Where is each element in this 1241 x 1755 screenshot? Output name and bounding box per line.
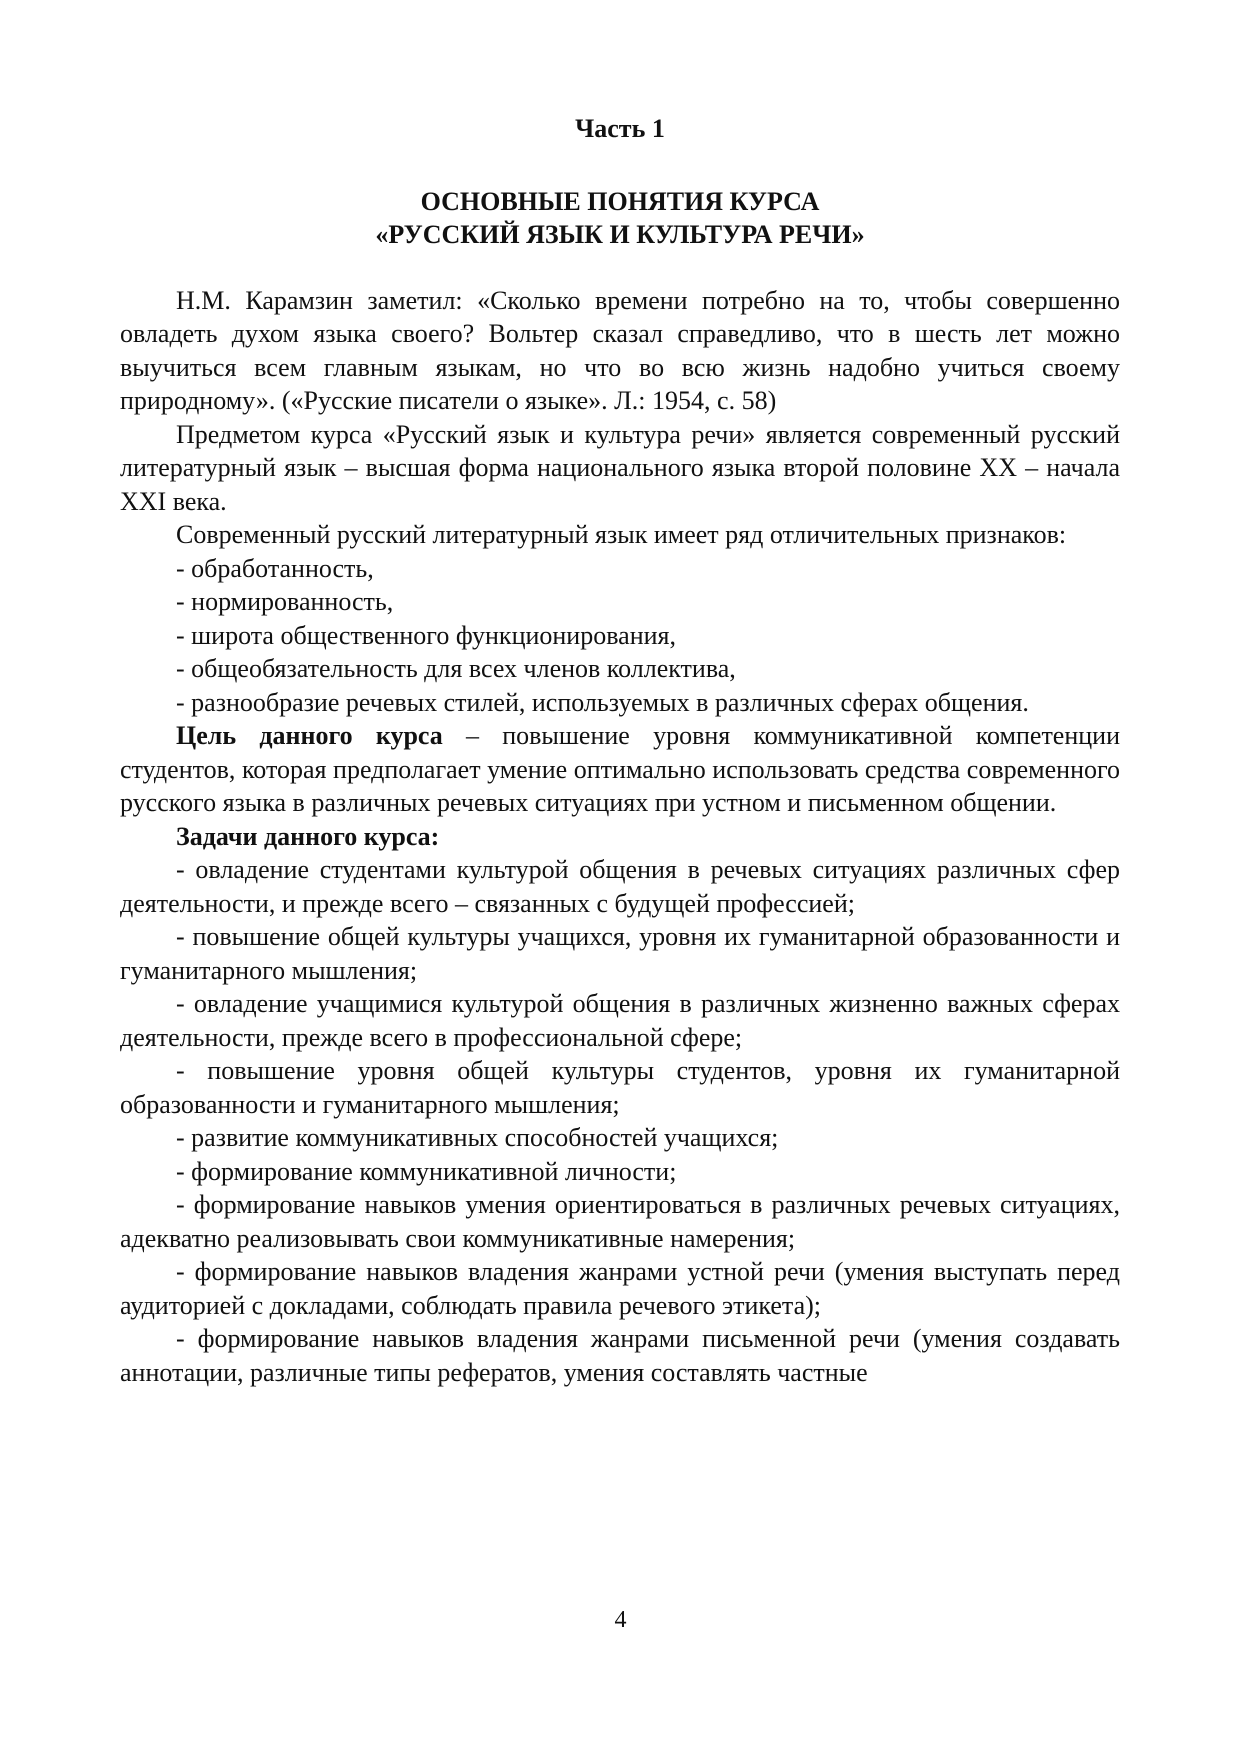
tasks-list-item: - формирование навыков умения ориентироваться в различных речевых ситуациях, адекватно реализовывать свои коммуникативные намерения; xyxy=(120,1190,1120,1253)
tasks-list xyxy=(120,853,1120,1389)
part-title: Часть 1 xyxy=(575,114,665,143)
features-list xyxy=(120,552,1120,720)
page-body xyxy=(120,112,1120,1389)
tasks-list-item: - овладение учащимися культурой общения в различных жизненно важных сферах деятельности, прежде всего в профессиональной сфере; xyxy=(120,989,1120,1052)
features-list-item: - обработанность, xyxy=(176,553,374,583)
tasks-list-item: - повышение общей культуры учащихся, уровня их гуманитарной образованности и гуманитарного мышления; xyxy=(120,922,1120,985)
main-title-line-1: ОСНОВНЫЕ ПОНЯТИЯ КУРСА xyxy=(420,186,820,216)
tasks-heading: Задачи данного курса: xyxy=(176,821,440,851)
goal-text: – повышение уровня коммуникативной компетенции студентов, которая предполагает умение оптимально использовать средства современного русского языка в различных речевых ситуациях при устном и письменном общении. xyxy=(120,721,1120,817)
goal-paragraph xyxy=(120,719,1120,820)
features-intro-paragraph: Современный русский литературный язык имеет ряд отличительных признаков: xyxy=(176,520,1067,549)
intro-quote-paragraph: Н.М. Карамзин заметил: «Сколько времени потребно на то, чтобы совершенно овладеть духом языка своего? Вольтер сказал справедливо, что в шесть лет можно выучиться всем главным языкам, но что во всю жизнь надобно учиться своему природному». («Русские писатели о языке». Л.: 1954, с. 58) xyxy=(120,285,1120,415)
features-list-item: - нормированность, xyxy=(176,587,394,616)
tasks-list-item: - формирование коммуникативной личности; xyxy=(176,1156,677,1186)
tasks-list-item: - развитие коммуникативных способностей учащихся; xyxy=(176,1123,779,1152)
main-title-line-2: «РУССКИЙ ЯЗЫК И КУЛЬТУРА РЕЧИ» xyxy=(375,219,865,249)
features-list-item: - широта общественного функционирования, xyxy=(176,620,676,650)
main-title xyxy=(120,185,1120,251)
subject-paragraph: Предметом курса «Русский язык и культура речи» является современный русский литературный язык – высшая форма национального языка второй половине XX – начала XXI века. xyxy=(120,419,1120,516)
tasks-list-item: - формирование навыков владения жанрами письменной речи (умения создавать аннотации, различные типы рефератов, умения составлять частные xyxy=(120,1324,1120,1387)
tasks-list-item: - повышение уровня общей культуры студентов, уровня их гуманитарной образованности и гуманитарного мышления; xyxy=(120,1056,1120,1119)
features-list-item: - разнообразие речевых стилей, используемых в различных сферах общения. xyxy=(176,687,1029,717)
tasks-list-item: - овладение студентами культурой общения в речевых ситуациях различных сфер деятельности, и прежде всего – связанных с будущей профессией; xyxy=(120,855,1120,918)
goal-label: Цель данного курса xyxy=(176,721,443,750)
tasks-list-item: - формирование навыков владения жанрами устной речи (умения выступать перед аудиторией с докладами, соблюдать правила речевого этикета); xyxy=(120,1257,1120,1320)
page-number: 4 xyxy=(614,1607,627,1633)
features-list-item: - общеобязательность для всех членов коллектива, xyxy=(176,654,736,683)
